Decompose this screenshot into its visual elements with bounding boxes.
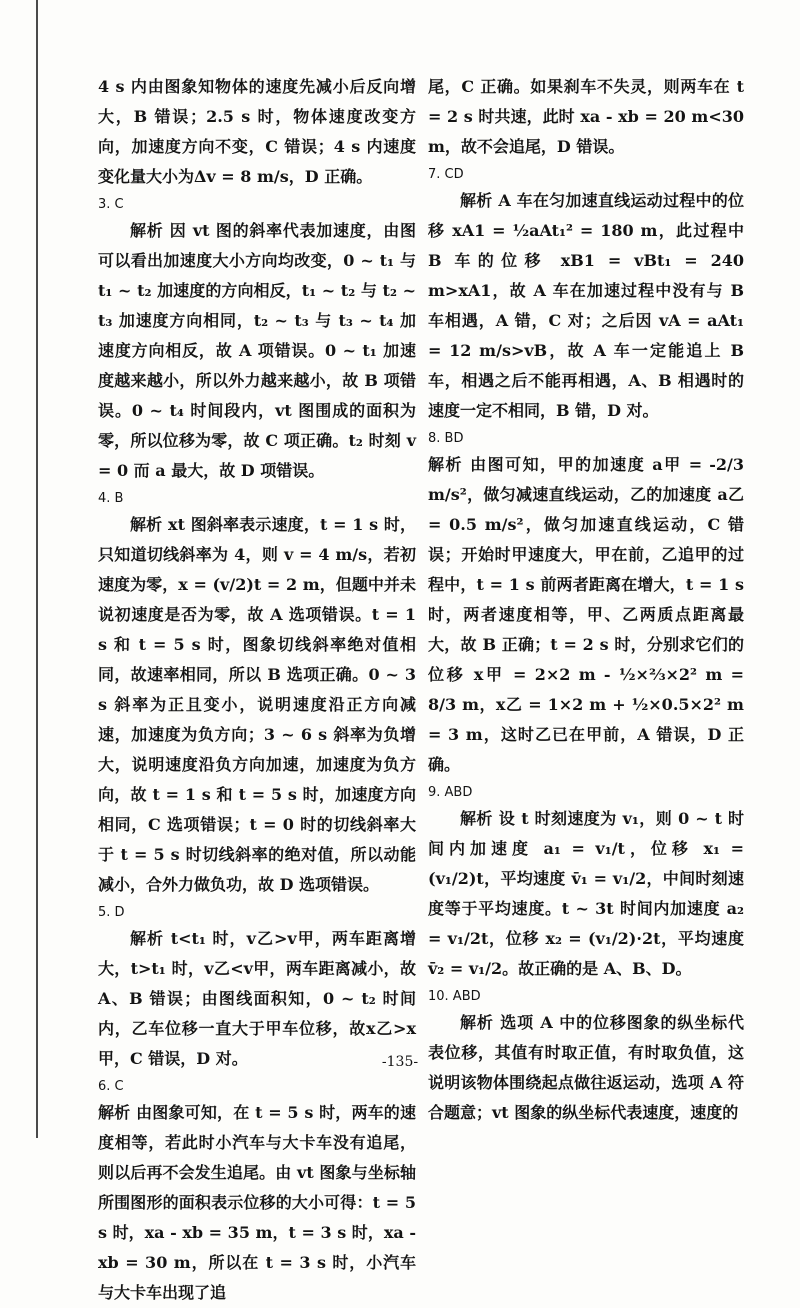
right-column: [428, 72, 744, 1128]
question-number: 3. C: [98, 197, 124, 212]
question-number: 10. ABD: [428, 989, 481, 1004]
solution-paragraph: 4 s 内由图象知物体的速度先减小后反向增大，B 错误；2.5 s 时，物体速度改变方向，加速度方向不变，C 错误；4 s 内速度变化量大小为Δv = 8 m/s，D 正确。: [98, 77, 416, 186]
solution-paragraph: 解析 设 t 时刻速度为 v₁，则 0 ~ t 时间内加速度 a₁ = v₁/t，位移 x₁ = (v₁/2)t，平均速度 v̄₁ = v₁/2，中间时刻速度等于平均速度。t ~ 3t 时间内加速度 a₂ = v₁/2t，位移 x₂ = (v₁/2)·2t，平均速度 v̄₂ = v₁/2。故正确的是 A、B、D。: [428, 809, 744, 978]
question-number: 4. B: [98, 491, 124, 506]
question-number: 5. D: [98, 905, 125, 920]
page-number: -135-: [381, 1054, 419, 1070]
question-number: 7. CD: [428, 167, 464, 182]
solution-paragraph: 解析 A 车在匀加速直线运动过程中的位移 xA1 = ½aAt₁² = 180 m，此过程中 B 车的位移 xB1 = vBt₁ = 240 m>xA1，故 A 车在加速过程中没有与 B 车相遇，A 错，C 对；之后因 vA = aAt₁ = 12 m/s>vB，故 A 车一定能追上 B 车，相遇之后不能再相遇，A、B 相遇时的速度一定不相同，B 错，D 对。: [428, 191, 744, 420]
solution-paragraph: 解析 由图象可知，在 t = 5 s 时，两车的速度相等，若此时小汽车与大卡车没有追尾，则以后再不会发生追尾。由 vt 图象与坐标轴所围图形的面积表示位移的大小可得：t = 5 s 时，xa - xb = 35 m，t = 3 s 时，xa - xb = 30 m，所以在 t = 3 s 时，小汽车与大卡车出现了追: [98, 1103, 416, 1302]
question-number: 9. ABD: [428, 785, 473, 800]
solution-paragraph: 解析 因 vt 图的斜率代表加速度，由图可以看出加速度大小方向均改变，0 ~ t₁ 与 t₁ ~ t₂ 加速度的方向相反，t₁ ~ t₂ 与 t₂ ~ t₃ 加速度方向相同，t₂ ~ t₃ 与 t₃ ~ t₄ 加速度方向相反，故 A 项错误。0 ~ t₁ 加速度越来越小，所以外力越来越小，故 B 项错误。0 ~ t₄ 时间段内，vt 图围成的面积为零，所以位移为零，故 C 项正确。t₂ 时刻 v = 0 而 a 最大，故 D 项错误。: [98, 221, 416, 480]
page-margin-rule: [36, 0, 38, 1138]
solution-paragraph: 解析 t<t₁ 时，v乙>v甲，两车距离增大，t>t₁ 时，v乙<v甲，两车距离减小，故 A、B 错误；由图线面积知，0 ~ t₂ 时间内，乙车位移一直大于甲车位移，故x乙>x甲，C 错误，D 对。: [98, 929, 416, 1068]
solution-paragraph: 解析 xt 图斜率表示速度，t = 1 s 时，只知道切线斜率为 4，则 v = 4 m/s，若初速度为零，x = (v/2)t = 2 m，但题中并未说初速度是否为零，故 A 选项错误。t = 1 s 和 t = 5 s 时，图象切线斜率绝对值相同，故速率相同，所以 B 选项正确。0 ~ 3 s 斜率为正且变小，说明速度沿正方向减速，加速度为负方向；3 ~ 6 s 斜率为负增大，说明速度沿负方向加速，加速度为负方向，故 t = 1 s 和 t = 5 s 时，加速度方向相同，C 选项错误；t = 0 时的切线斜率大于 t = 5 s 时切线斜率的绝对值，所以动能减小，合外力做负功，故 D 选项错误。: [98, 515, 416, 894]
question-number: 8. BD: [428, 431, 464, 446]
solution-paragraph: 解析 选项 A 中的位移图象的纵坐标代表位移，其值有时取正值，有时取负值，这说明该物体围绕起点做往返运动，选项 A 符合题意；vt 图象的纵坐标代表速度，速度的: [428, 1013, 744, 1122]
solution-paragraph: 解析 由图可知，甲的加速度 a甲 = -2/3 m/s²，做匀减速直线运动，乙的加速度 a乙 = 0.5 m/s²，做匀加速直线运动，C 错误；开始时甲速度大，甲在前，乙追甲的过程中，t = 1 s 前两者距离在增大，t = 1 s 时，两者速度相等，甲、乙两质点距离最大，故 B 正确；t = 2 s 时，分别求它们的位移 x甲 = 2×2 m - ½×⅔×2² m = 8/3 m，x乙 = 1×2 m + ½×0.5×2² m = 3 m，这时乙已在甲前，A 错误，D 正确。: [428, 455, 744, 774]
solution-paragraph: 尾，C 正确。如果刹车不失灵，则两车在 t = 2 s 时共速，此时 xa - xb = 20 m<30 m，故不会追尾，D 错误。: [428, 77, 744, 156]
question-number: 6. C: [98, 1079, 124, 1094]
left-column: [98, 72, 416, 1308]
